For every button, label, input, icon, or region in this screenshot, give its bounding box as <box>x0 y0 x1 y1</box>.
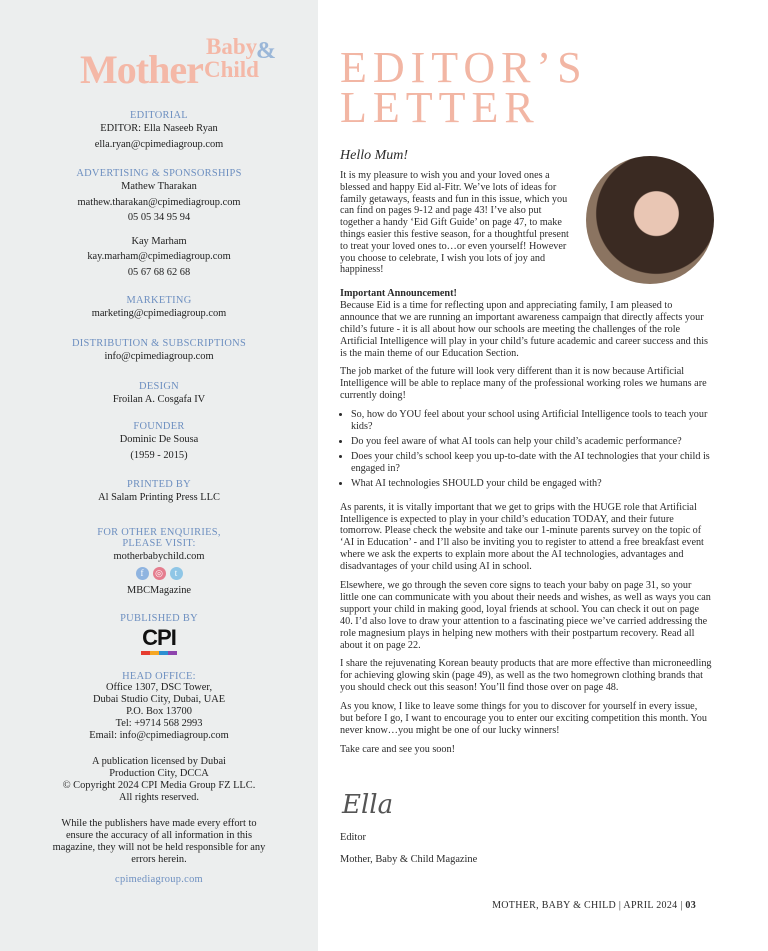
enquiries-heading-1: FOR OTHER ENQUIRIES, <box>97 527 221 538</box>
design-section <box>0 381 318 408</box>
question-list <box>340 409 712 489</box>
marketing-section <box>0 295 318 322</box>
footer-separator: | <box>618 900 622 911</box>
office-email[interactable]: Email: info@cpimediagroup.com <box>89 730 229 741</box>
editor-email[interactable]: ella.ryan@cpimediagroup.com <box>94 138 224 150</box>
printer-name: Al Salam Printing Press LLC <box>98 492 220 503</box>
license-line-2: Production City, DCCA <box>109 768 209 779</box>
logo-ampersand: & <box>256 38 276 64</box>
footer-publication: MOTHER, BABY & CHILD <box>492 900 617 911</box>
founder-years: (1959 - 2015) <box>130 449 188 461</box>
footer-date: APRIL 2024 <box>623 900 678 911</box>
twitter-icon[interactable]: t <box>170 567 183 580</box>
rights-line: All rights reserved. <box>119 792 199 803</box>
head-office-section <box>0 671 318 742</box>
office-phone: Tel: +9714 568 2993 <box>115 718 203 729</box>
cpi-logo-text: CPI <box>142 625 176 650</box>
company-website-link[interactable]: cpimediagroup.com <box>115 874 203 885</box>
founder-section <box>0 421 318 463</box>
founder-heading: FOUNDER <box>133 421 185 432</box>
letter-body <box>340 288 712 763</box>
disclaimer-line-1: While the publishers have made every effort to <box>61 818 257 829</box>
social-icons <box>0 567 318 580</box>
announcement-heading: Important Announcement! <box>340 288 457 299</box>
signature-publication: Mother, Baby & Child Magazine <box>340 854 478 865</box>
editor-portrait <box>586 156 714 284</box>
paragraph-2: The job market of the future will look very different than it is now because Artificial Intelligence will be able to replace many of the professional working roles we humans are currently doing! <box>340 366 707 402</box>
paragraph-1: Because Eid is a time for reflecting upon and appreciating family, I am pleased to announce that we are running an important awareness campaign that directly affects your child’s future - it is all about how our schools are meeting the challenges of the role Artificial Intelligence will play in your child’s future academic and career success and this is the main theme of our Education Section. <box>340 299 709 359</box>
designer-name: Froilan A. Cosgafa IV <box>112 394 206 405</box>
advertising-section <box>0 168 318 280</box>
list-item: • What AI technologies SHOULD your child be engaged with? <box>351 478 712 490</box>
cpi-logo <box>141 627 177 655</box>
ads-contact-email-1[interactable]: mathew.tharakan@cpimediagroup.com <box>77 196 241 208</box>
greeting: Hello Mum! <box>340 148 409 163</box>
editorial-heading: EDITORIAL <box>130 110 188 121</box>
brand-logo <box>80 34 280 94</box>
disclaimer-line-4: errors herein. <box>131 854 187 865</box>
signature: Ella <box>342 790 394 820</box>
distribution-email[interactable]: info@cpimediagroup.com <box>104 351 214 362</box>
ads-contact-email-2[interactable]: kay.marham@cpimediagroup.com <box>87 251 231 262</box>
license-section <box>0 756 318 804</box>
license-line-1: A publication licensed by Dubai <box>92 756 226 767</box>
list-item: • Does your child’s school keep you up-to-date with the AI technologies that your child is engaged in? <box>351 451 712 475</box>
paragraph-5: I share the rejuvenating Korean beauty products that are more effective than microneedling for achieving glowing skin (page 49), as well as the two homegrown clothing brands that you should check out this season! You’ll find those over on page 48. <box>340 658 712 694</box>
design-heading: DESIGN <box>139 381 179 392</box>
page-title <box>340 43 588 132</box>
site-section <box>0 874 318 885</box>
marketing-heading: MARKETING <box>126 295 192 306</box>
head-office-heading: HEAD OFFICE: <box>122 671 196 682</box>
paragraph-3: As parents, it is vitally important that we get to grips with the HUGE role that Artificial Intelligence is expected to play in your child’s education TODAY, and their future tomorrow. Please check the website and take our 1-minute parents survey on the topic of ‘AI in Education’ - and I’ll also be inviting you to register to attend a free breakfast event where we ask the experts to explain more about the AI technologies, advantages and disadvantages of your child using AI in school. <box>340 501 704 573</box>
published-heading: PUBLISHED BY <box>120 613 198 624</box>
advertising-heading: ADVERTISING & SPONSORSHIPS <box>76 168 242 179</box>
paragraph-7: Take care and see you soon! <box>340 743 455 755</box>
marketing-email[interactable]: marketing@cpimediagroup.com <box>91 308 227 319</box>
editor-name: EDITOR: Ella Naseeb Ryan <box>100 123 218 134</box>
distribution-heading: DISTRIBUTION & SUBSCRIPTIONS <box>71 338 247 349</box>
ads-contact-name-1: Mathew Tharakan <box>121 181 197 192</box>
signature-role: Editor <box>340 832 366 843</box>
disclaimer-line-2: ensure the accuracy of all information in this <box>65 830 253 841</box>
list-item: • So, how do YOU feel about your school using Artificial Intelligence tools to teach your kids? <box>351 409 712 433</box>
paragraph-4: Elsewhere, we go through the seven core signs to teach your baby on page 31, so your little one can communicate with you about their needs and wishes, as well as ways you can support your child in making good, loyal friends at school. You can check it out on page 40. I’d also love to draw your attention to a fascinating piece we’ve carried addressing the role magnesium plays in helping new mothers with their postpartum recovery. Read all about it on page 22. <box>340 580 711 651</box>
ads-contact-phone-2: 05 67 68 62 68 <box>127 266 191 278</box>
facebook-icon[interactable]: f <box>136 567 149 580</box>
ads-contact-name-2: Kay Marham <box>131 235 187 247</box>
list-item: • Do you feel aware of what AI tools can help your child’s academic performance? <box>351 436 712 448</box>
logo-child: Child <box>204 57 259 82</box>
editorial-section <box>0 110 318 152</box>
paragraph-6: As you know, I like to leave some things for you to discover for yourself in every issue, but before I go, I want to encourage you to enter our exciting competition this month. You never know…you might be one of our lucky winners! <box>340 701 707 736</box>
enquiries-heading-2: PLEASE VISIT: <box>122 538 196 549</box>
printed-section <box>0 479 318 506</box>
intro-paragraph: It is my pleasure to wish you and your loved ones a blessed and happy Eid al-Fitr. We’ve lots of ideas for family getaways, feasts and fun in this issue, which you can find on pages 9-12 and page 43! I’ve also put together a handy ‘Eid Gift Guide’ on page 47, to make things easier this festive season, for a thoughtful present to treat your loved ones to…or even yourself! However you choose to celebrate, I wish you lots of joy and happiness! <box>340 170 569 276</box>
office-line-3: P.O. Box 13700 <box>126 706 192 717</box>
enquiries-section <box>0 527 318 598</box>
founder-name: Dominic De Sousa <box>119 434 199 445</box>
footer-separator: | <box>680 900 683 911</box>
printed-heading: PRINTED BY <box>127 479 191 490</box>
logo-mother: Mother <box>80 47 203 92</box>
cpi-color-bar <box>141 651 177 655</box>
page-footer <box>492 900 696 911</box>
logo-baby: Baby <box>206 34 258 59</box>
page-number: 03 <box>685 900 696 911</box>
disclaimer-section <box>0 818 318 866</box>
distribution-section <box>0 338 318 365</box>
enquiries-website[interactable]: motherbabychild.com <box>113 551 205 562</box>
ads-contact-phone-1: 05 05 34 95 94 <box>127 212 191 223</box>
social-handle[interactable]: MBCMagazine <box>126 584 192 596</box>
copyright-line: © Copyright 2024 CPI Media Group FZ LLC. <box>62 780 256 791</box>
disclaimer-line-3: magazine, they will not be held responsible for any <box>52 842 266 853</box>
office-line-2: Dubai Studio City, Dubai, UAE <box>92 694 226 705</box>
title-line-2: LETTER <box>340 83 540 132</box>
instagram-icon[interactable]: ◎ <box>153 567 166 580</box>
office-line-1: Office 1307, DSC Tower, <box>105 682 213 693</box>
published-section <box>0 613 318 655</box>
title-line-1: EDITOR’S <box>340 43 588 92</box>
masthead-sidebar <box>0 0 318 951</box>
